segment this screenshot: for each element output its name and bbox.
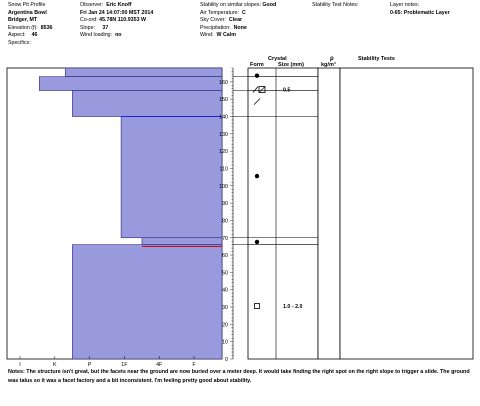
column-headers [250,56,395,68]
aspect-label: Aspect: [8,32,26,38]
stability-test-notes-label: Stability Test Notes: [312,2,359,8]
coord-value: 45.78N 110.9353 W [99,17,146,23]
datetime: Fri Jan 24 14:07:00 MST 2014 [80,9,154,16]
wind-value: W Calm [216,32,236,38]
region-name: Bridger, MT [8,17,38,23]
slope-value: 37 [102,24,109,31]
location-name: Argentina Bowl [8,9,47,16]
layer-notes-label: Layer notes: [390,2,420,8]
height-tick-label-30: 30 [222,305,228,312]
hardness-bar-1 [39,77,222,91]
aspect-value: 46 [31,32,38,38]
crystal-size-label-1: 0.5 [283,87,291,94]
height-tick-label-80: 80 [222,218,228,225]
elevation-label: Elevation (f): [8,24,38,31]
height-tick-label-70: 70 [222,235,228,242]
notes-label: Notes: [8,369,25,375]
stability-tests-column-border [340,68,473,359]
hardness-tick-label-3: 1F [121,362,128,368]
hardness-tick-label-4: 4F [156,362,163,368]
crystal-size-label-5: 1.0 - 2.0 [283,304,303,311]
height-tick-label-100: 100 [219,183,228,190]
stability-tests-header: Stability Tests [358,56,395,62]
specifics-label: Specifics: [8,39,31,46]
height-tick-label-120: 120 [219,149,228,156]
height-tick-label-20: 20 [222,322,228,329]
slope-label: Slope: [80,24,96,31]
observer-value: Eric Knoff [106,2,132,8]
air-temp-value: C [242,9,246,16]
precip-label: Precipitation: [200,24,231,31]
rho-unit-header: kg/m³ [321,62,336,68]
sky-cover-value: Clear [228,17,243,23]
height-tick-label-140: 140 [219,114,228,121]
height-tick-label-60: 60 [222,253,228,260]
height-tick-label-90: 90 [222,201,228,208]
height-tick-label-150: 150 [219,97,228,104]
rounded-grain-icon-0 [255,73,259,77]
density-column-border [318,68,340,359]
profile-title: Snow Pit Profile [8,2,46,8]
hardness-tick-label-5: F [192,362,196,368]
crystal-column-border [248,68,318,359]
stability-similar-value: Good [262,2,277,8]
height-tick-label-130: 130 [219,131,228,138]
notes-text: The structure isn't great, but the facets near the ground are now buried over a meter deep. It would take finding the right spot on the right slope to trigger a slide. The ground was talus so it was a facet factory and a bit inconsistent. I'm feeling pretty good about stability. [8,369,470,384]
wind-loading-value: no [115,32,122,38]
elevation-value: 8536 [40,24,53,31]
hardness-tick-label-1: K [53,362,57,368]
rounded-grain-icon-4 [255,240,259,244]
layer-notes-value: 0-65: Problematic Layer [390,9,450,16]
coord-label: Co-ord: [80,17,98,23]
wind-label: Wind: [200,32,214,38]
hardness-tick-label-2: P [87,362,92,368]
height-tick-label-10: 10 [222,339,228,346]
height-tick-label-110: 110 [219,166,228,173]
height-tick-label-40: 40 [222,287,228,294]
form-header: Form [250,62,264,68]
height-tick-label-0: 0 [225,357,228,363]
wind-loading-label: Wind loading: [80,32,113,38]
height-tick-label-50: 50 [222,270,228,277]
observer-label: Observer: [80,2,104,8]
rounded-grain-icon-3 [255,174,259,178]
precip-value: None [233,24,247,31]
hardness-bar-5 [72,245,222,359]
hardness-bar-0 [65,68,222,77]
sky-cover-label: Sky Cover: [200,17,226,23]
notes-block [8,368,473,386]
rho-header: ρ [330,56,334,62]
hardness-bar-2 [72,91,222,117]
hardness-bar-3 [121,117,222,238]
hardness-tick-label-0: I [19,362,21,368]
size-header: Size (mm) [278,62,304,68]
crystal-header: Crystal [268,56,287,62]
height-tick-label-160: 160 [219,79,228,86]
air-temp-label: Air Temperature: [200,9,240,16]
stability-similar-label: Stability on similar slopes: [200,2,261,8]
hardness-bar-4 [142,238,222,245]
